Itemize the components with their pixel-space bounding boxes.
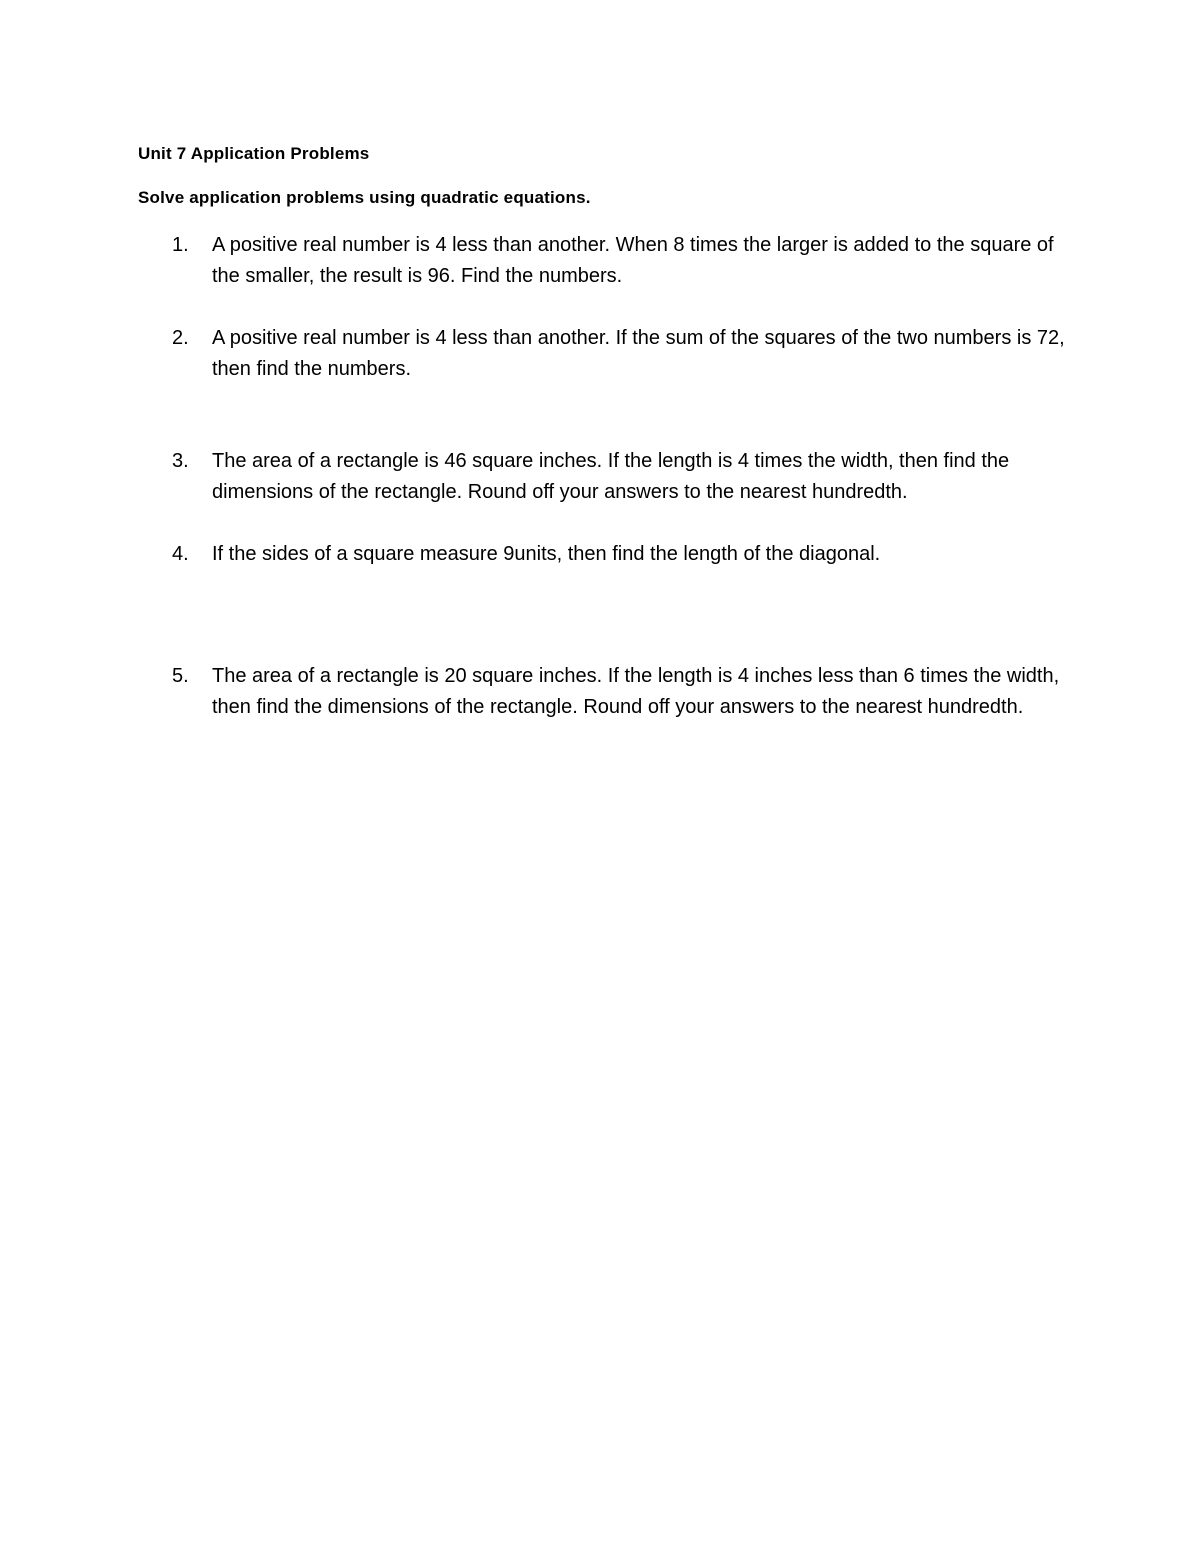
problem-number: 5.: [172, 665, 189, 687]
document-title: Unit 7 Application Problems: [138, 144, 370, 163]
problem-text: The area of a rectangle is 20 square inches. If the length is 4 inches less than 6 times the width, then find the dimensions of the rectangle. Round off your answers to the nearest hundredth.: [212, 665, 1060, 718]
problem-text: If the sides of a square measure 9units, then find the length of the diagonal.: [212, 543, 881, 565]
problem-number: 4.: [172, 543, 189, 565]
problem-text: The area of a rectangle is 46 square inches. If the length is 4 times the width, then find the dimensions of the rectangle. Round off your answers to the nearest hundredth.: [212, 450, 1010, 503]
document-subtitle: Solve application problems using quadratic equations.: [138, 188, 591, 207]
problem-item-3: [172, 446, 1072, 508]
problem-text: A positive real number is 4 less than another. If the sum of the squares of the two numbers is 72, then find the numbers.: [212, 327, 1065, 380]
problem-item-1: [172, 230, 1072, 292]
problem-item-2: [172, 323, 1072, 385]
problem-number: 3.: [172, 450, 189, 472]
problem-text: A positive real number is 4 less than another. When 8 times the larger is added to the square of the smaller, the result is 96. Find the numbers.: [212, 234, 1054, 287]
problem-number: 1.: [172, 234, 189, 256]
problem-number: 2.: [172, 327, 189, 349]
problem-item-4: [172, 539, 1072, 570]
problem-item-5: [172, 661, 1072, 723]
